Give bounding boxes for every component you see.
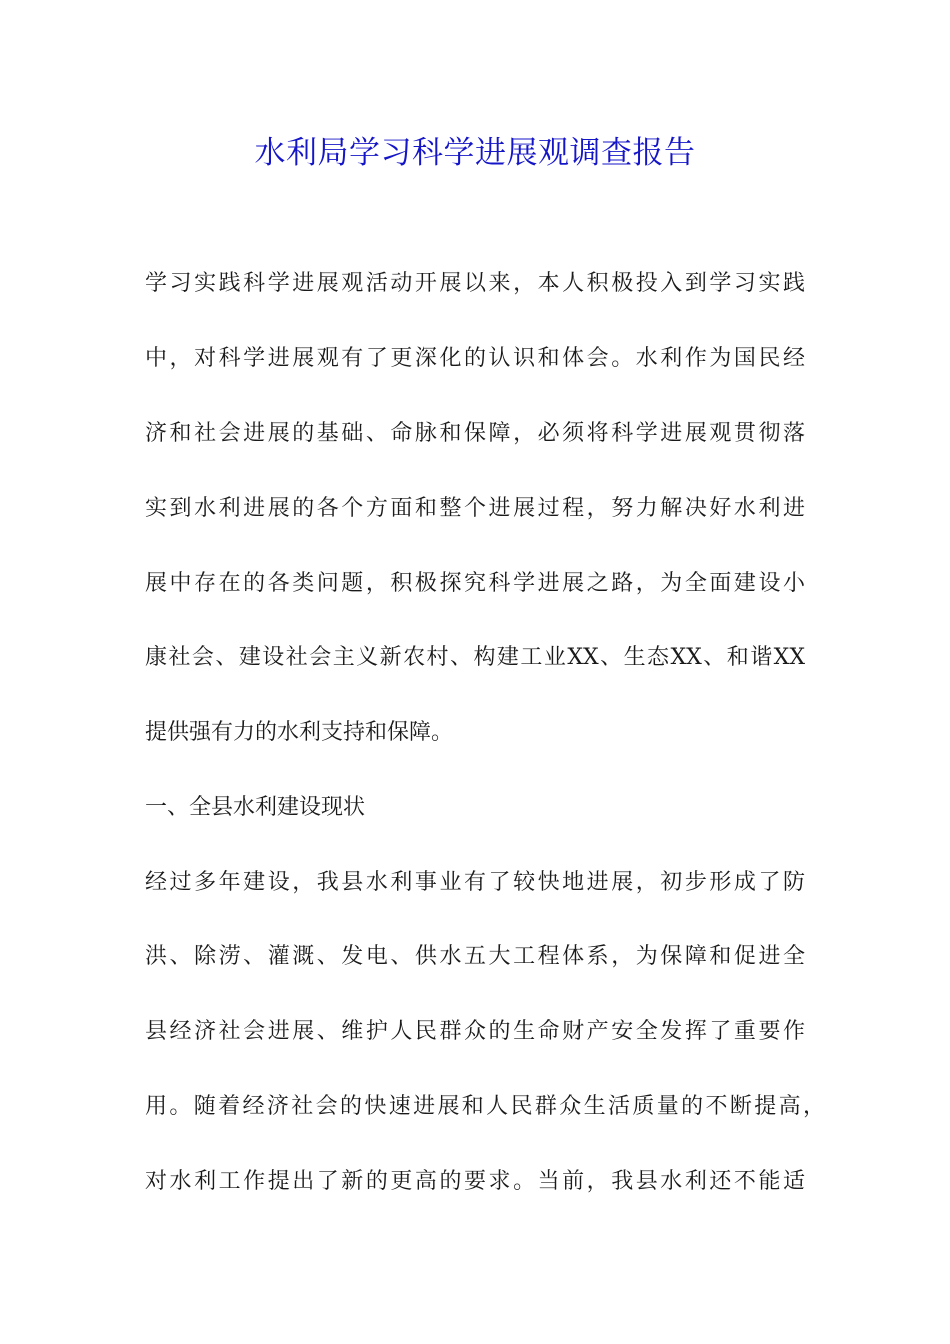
body-line: 中，对科学进展观有了更深化的认识和体会。水利作为国民经: [145, 346, 805, 371]
document-title: 水利局学习科学进展观调查报告: [254, 135, 696, 171]
body-line: 学习实践科学进展观活动开展以来，本人积极投入到学习实践: [145, 271, 805, 296]
body-line: 洪、除涝、灌溉、发电、供水五大工程体系，为保障和促进全: [145, 944, 805, 969]
body-line: 实到水利进展的各个方面和整个进展过程，努力解决好水利进: [145, 496, 805, 521]
body-line: 县经济社会进展、维护人民群众的生命财产安全发挥了重要作: [145, 1019, 805, 1044]
body-line: 对水利工作提出了新的更高的要求。当前，我县水利还不能适: [145, 1169, 805, 1194]
body-line: 济和社会进展的基础、命脉和保障，必须将科学进展观贯彻落: [145, 421, 805, 446]
body-line-paragraph-end: 提供强有力的水利支持和保障。: [145, 720, 454, 745]
body-line: 经过多年建设，我县水利事业有了较快地进展，初步形成了防: [145, 870, 805, 895]
body-line: 用。随着经济社会的快速进展和人民群众生活质量的不断提高，: [145, 1094, 825, 1119]
body-line: 康社会、建设社会主义新农村、构建工业XX、生态XX、和谐XX: [145, 645, 805, 670]
section-heading: 一、全县水利建设现状: [145, 795, 366, 820]
body-line: 展中存在的各类问题，积极探究科学进展之路，为全面建设小: [145, 571, 805, 596]
